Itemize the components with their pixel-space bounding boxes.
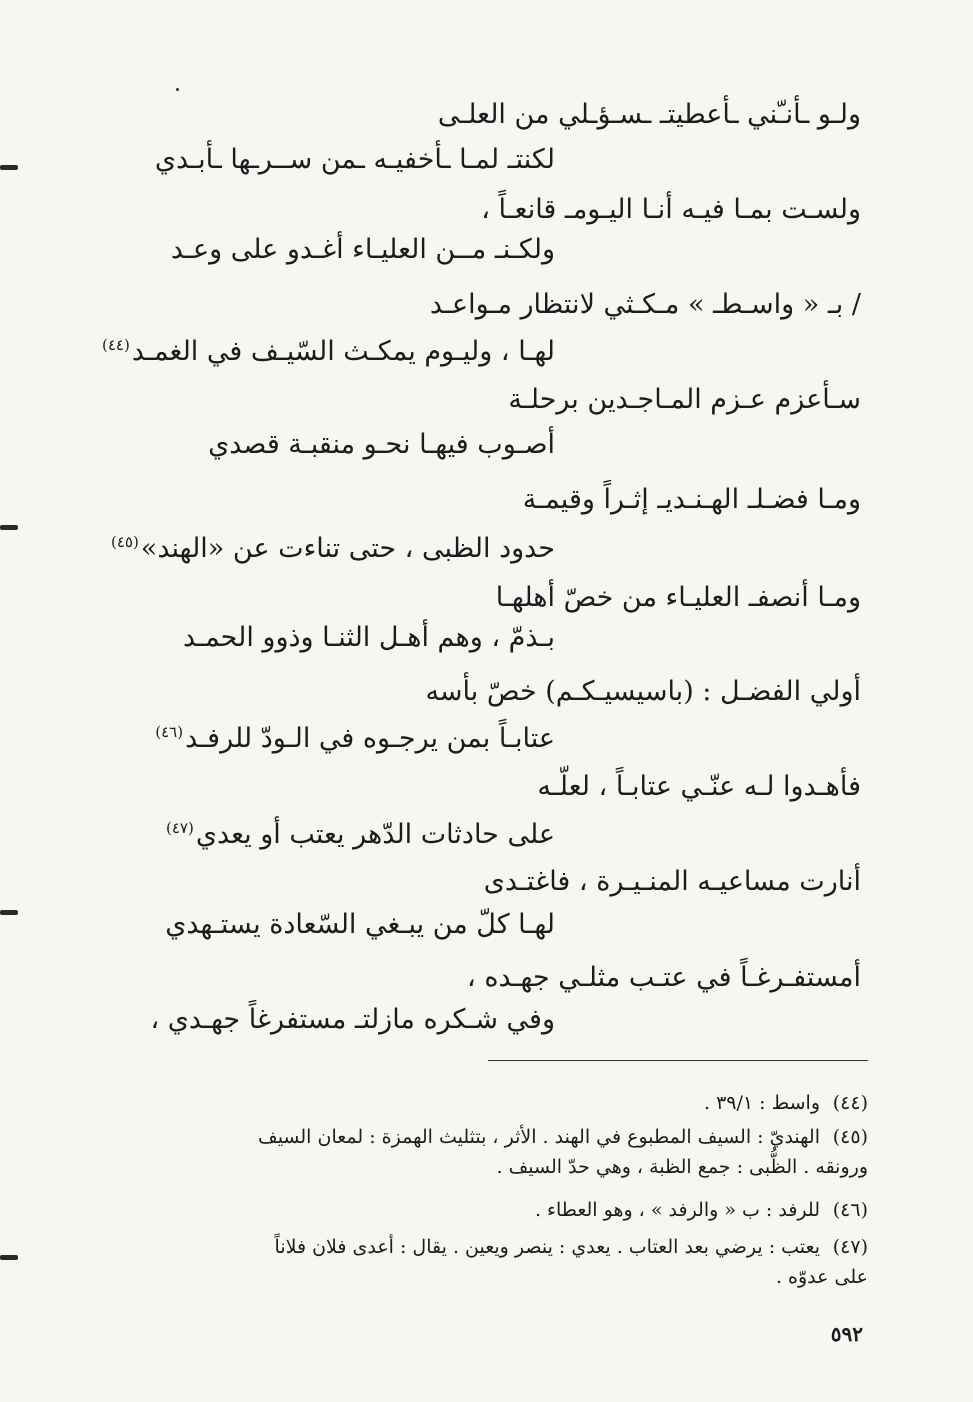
footnote-text: الهنديّ : السيف المطبوع في الهند . الأثر ، بتثليث الهمزة : لمعان السيف xyxy=(258,1126,820,1148)
verse-5-first-hemistich: ومـا فضـلـ الهـنـديـ إثـراً وقيمـة xyxy=(522,484,861,515)
footnote-number: (٤٧) xyxy=(832,1236,868,1258)
verse-8-first-hemistich: فأهـدوا لـه عنّـي عتابـاً ، لعلّـه xyxy=(537,771,861,802)
footnote-45 xyxy=(116,1122,868,1182)
footnote-46 xyxy=(116,1195,868,1225)
verse-7-second-hemistich: عتابـاً بمن يرجـوه في الـودّ للرفـد$^{(٤٦)}$ xyxy=(155,723,555,754)
footnote-text: للرفد : ب « والرفد » ، وهو العطاء . xyxy=(534,1199,820,1221)
footnote-47 xyxy=(116,1232,868,1292)
verse-5-second-hemistich: حدود الظبى ، حتى تناءت عن «الهند»$^{(٤٥)}$ xyxy=(110,533,555,564)
verse-10-first-hemistich: أمستفـرغـاً في عتـب مثلـي جهـده ، xyxy=(467,962,861,993)
verse-9-first-hemistich: أنارت مساعيـه المنـيـرة ، فاغتـدى xyxy=(483,866,861,897)
verse-2-second-hemistich: ولكـنـ مــن العليـاء أغـدو على وعـد xyxy=(170,234,555,265)
verse-7-first-hemistich: أولي الفضـل : (باسيسيـكـم) خصّ بأسه xyxy=(425,676,861,707)
footnote-ref-45: (٤٥) xyxy=(110,533,139,551)
footnote-number: (٤٦) xyxy=(832,1199,868,1221)
verse-4-first-hemistich: سـأعزم عـزم المـاجـدين برحلـة xyxy=(508,384,861,415)
edge-mark xyxy=(0,165,18,170)
edge-mark xyxy=(0,1255,18,1260)
footnote-44 xyxy=(116,1088,868,1118)
footnote-text: يعتب : يرضي بعد العتاب . يعدي : ينصر ويعين . يقال : أعدى فلان فلاناً xyxy=(274,1236,820,1258)
footnote-number: (٤٤) xyxy=(832,1092,868,1114)
verse-8-second-hemistich: على حادثات الدّهر يعتب أو يعدي$^{(٤٧)}$ xyxy=(165,819,555,850)
edge-mark xyxy=(0,910,18,915)
footnote-text: واسط : ٣٩/١ . xyxy=(703,1092,820,1114)
footnote-continuation: على عدوّه . xyxy=(775,1266,868,1288)
verse-9-second-hemistich: لهـا كلّ من يبـغي السّعادة يستـهدي xyxy=(165,909,555,940)
edge-mark xyxy=(0,525,18,530)
verse-6-second-hemistich: بـذمّ ، وهم أهـل الثنـا وذوو الحمـد xyxy=(182,622,555,653)
verse-1-second-hemistich: لكنتـ لمـا ـأخفيـه ـمن ســرـها ـأبـدي xyxy=(154,144,555,175)
verse-6-first-hemistich: ومـا أنصفـ العليـاء من خصّ أهلهـا xyxy=(495,582,861,613)
verse-4-second-hemistich: أصـوب فيهـا نحـو منقبـة قصدي xyxy=(208,429,555,460)
ink-dot xyxy=(176,88,179,91)
footnote-divider xyxy=(488,1060,868,1061)
page-number: ٥٩٢ xyxy=(830,1322,863,1346)
verse-10-second-hemistich: وفي شـكره مازلتـ مستفرغاً جهـدي ، xyxy=(150,1004,555,1035)
verse-3-second-hemistich: لهـا ، وليـوم يمكـث السّيـف في الغمـد$^{(٤٤)}$ xyxy=(102,336,555,367)
footnote-ref-47: (٤٧) xyxy=(165,819,194,837)
verse-1-first-hemistich: ولـو ـأنـّني ـأعطيتـ ـسـؤـلي من العلـى xyxy=(437,99,861,130)
verse-2-first-hemistich: ولسـت بمـا فيـه أنـا اليـومـ قانعـاً ، xyxy=(481,194,861,225)
footnote-ref-44: (٤٤) xyxy=(102,336,130,354)
footnote-continuation: ورونقه . الظُّبى : جمع الظبة ، وهي حدّ السيف . xyxy=(496,1156,868,1178)
footnote-number: (٤٥) xyxy=(832,1126,868,1148)
footnote-ref-46: (٤٦) xyxy=(155,723,184,741)
verse-3-first-hemistich: / بـ « واسـطـ » مـكـثي لانتظار مـواعـد xyxy=(429,289,861,320)
